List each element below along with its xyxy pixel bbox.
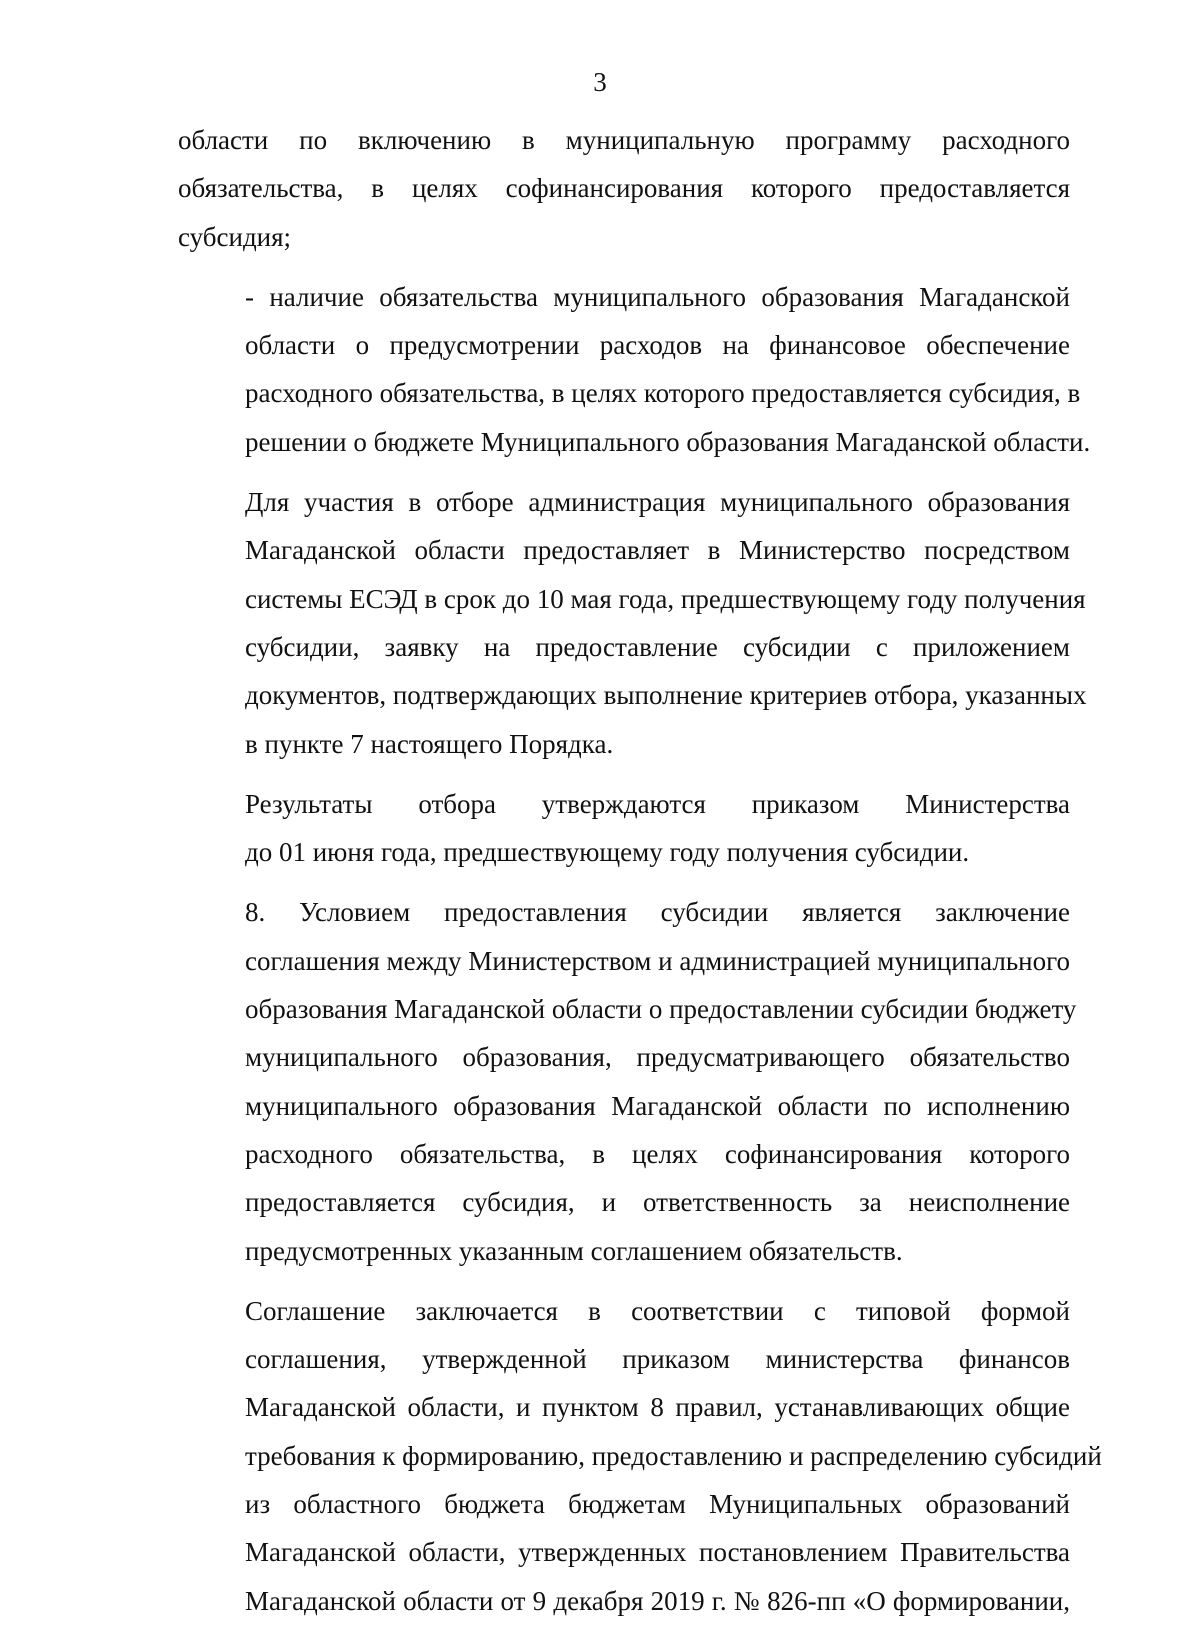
text-line: решении о бюджете Муниципального образования Магаданской области. xyxy=(245,426,1091,457)
text-line: Магаданской области предоставляет в Министерство посредством xyxy=(245,535,1070,566)
paragraph xyxy=(178,780,1070,877)
text-line: документов, подтверждающих выполнение критериев отбора, указанных xyxy=(245,680,1087,711)
text-line: Для участия в отборе администрация муниципального образования xyxy=(245,487,1070,518)
text-line: - наличие обязательства муниципального образования Магаданской xyxy=(245,281,1070,312)
document-body xyxy=(178,116,1102,1637)
text-line: предусмотренных указанным соглашением обязательств. xyxy=(245,1235,903,1266)
text-line: Магаданской области, и пунктом 8 правил, устанавливающих общие xyxy=(245,1392,1070,1423)
text-line: из областного бюджета бюджетам Муниципальных образований xyxy=(245,1489,1070,1520)
paragraph xyxy=(178,1287,1102,1625)
text-line: Магаданской области от 9 декабря 2019 г. № 826-пп «О формировании, xyxy=(245,1585,1070,1616)
text-line: требования к формированию, предоставлению и распределению субсидий xyxy=(245,1440,1102,1471)
text-line: Результаты отбора утверждаются приказом Министерства xyxy=(245,788,1070,819)
page-number: 3 xyxy=(593,67,607,97)
paragraph xyxy=(178,478,1087,768)
text-line: соглашения, утвержденной приказом министерства финансов xyxy=(245,1344,1070,1375)
text-line: 8. Условием предоставления субсидии является заключение xyxy=(245,897,1070,928)
paragraph xyxy=(178,116,1070,261)
text-line: расходного обязательства, в целях софинансирования которого xyxy=(245,1138,1070,1169)
text-line: муниципального образования, предусматривающего обязательство xyxy=(245,1042,1070,1073)
text-line: Соглашение заключается в соответствии с типовой формой xyxy=(245,1295,1070,1326)
paragraph xyxy=(178,273,1091,466)
text-line: области по включению в муниципальную программу расходного xyxy=(178,125,1070,155)
text-line: субсидия; xyxy=(178,221,292,252)
text-line: области о предусмотрении расходов на финансовое обеспечение xyxy=(245,330,1070,361)
text-line: Магаданской области, утвержденных постановлением Правительства xyxy=(245,1537,1070,1568)
text-line: соглашения между Министерством и администрацией муниципального xyxy=(245,945,1070,976)
text-line: системы ЕСЭД в срок до 10 мая года, предшествующему году получения xyxy=(245,583,1086,614)
paragraph xyxy=(178,888,1077,1274)
text-line: образования Магаданской области о предоставлении субсидии бюджету xyxy=(245,994,1077,1025)
text-line: до 01 июня года, предшествующему году получения субсидии. xyxy=(245,837,970,868)
text-line: обязательства, в целях софинансирования которого предоставляется xyxy=(178,173,1070,204)
text-line: в пункте 7 настоящего Порядка. xyxy=(245,728,614,759)
text-line: расходного обязательства, в целях которого предоставляется субсидия, в xyxy=(245,378,1081,409)
text-line: субсидии, заявку на предоставление субсидии с приложением xyxy=(245,631,1070,662)
text-line: муниципального образования Магаданской области по исполнению xyxy=(245,1090,1070,1121)
text-line: предоставляется субсидия, и ответственность за неисполнение xyxy=(245,1187,1070,1218)
